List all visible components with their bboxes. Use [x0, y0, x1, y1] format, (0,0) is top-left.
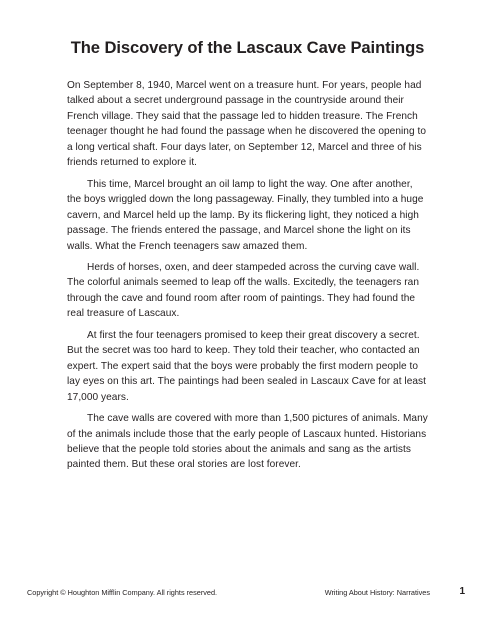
page-number: 1 [459, 586, 465, 597]
article-body [67, 78, 429, 479]
page-footer [0, 586, 495, 600]
copyright-notice: Copyright © Houghton Mifflin Company. All rights reserved. [27, 588, 218, 597]
paragraph-3: Herds of horses, oxen, and deer stampeded across the curving cave wall. The colorful animals seemed to leap off the walls. Excitedly, the teenagers ran through the cave and found room after room of paintings. They had found the real treasure of Lascaux. [67, 261, 420, 320]
paragraph-5: The cave walls are covered with more than 1,500 pictures of animals. Many of the animals include those that the early people of Lascaux hunted. Historians believe that the people told stories about the animals and sang as the artists painted them. But these oral stories are lost forever. [67, 413, 428, 471]
paragraph-1: On September 8, 1940, Marcel went on a treasure hunt. For years, people had talked about a secret underground passage in the countryside around their French village. They said that the passage led to hidden treasure. The French teenager thought he had found the passage when he discovered the opening to a long vertical shaft. Four days later, on September 12, Marcel and three of his friends returned to explore it. [67, 80, 426, 169]
section-label: Writing About History: Narratives [324, 588, 430, 597]
paragraph-4: At first the four teenagers promised to keep their great discovery a secret. But the secret was too hard to keep. They told their teacher, who contacted an expert. The expert said that the boys were probably the first modern people to lay eyes on this art. The paintings had been sealed in Lascaux Cave for at least 17,000 years. [67, 329, 426, 403]
page-title: The Discovery of the Lascaux Cave Paintings [70, 38, 425, 57]
paragraph-2: This time, Marcel brought an oil lamp to light the way. One after another, the boys wriggled down the long passageway. Finally, they tumbled into a huge cavern, and Marcel held up the lamp. By its flickering light, they noticed a high passage. The friends entered the passage, and Marcel shone the light on its walls. What the French teenagers saw amazed them. [67, 178, 424, 252]
